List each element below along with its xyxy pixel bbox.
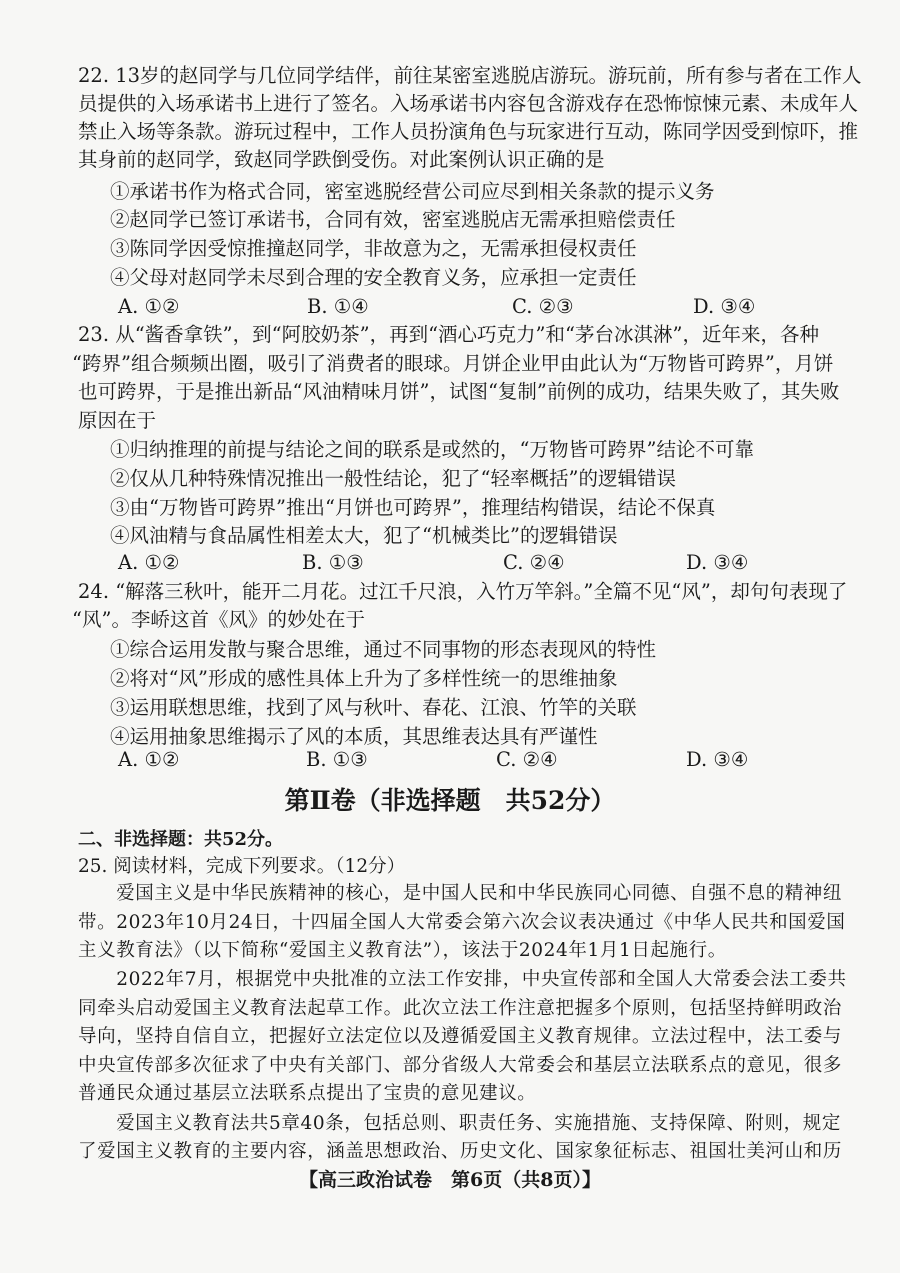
statement-item: ③运用联想思维，找到了风与秋叶、春花、江浪、竹竿的关联	[110, 696, 637, 719]
choice-d[interactable]: D. ③④	[686, 748, 749, 771]
material-line: 了爱国主义教育的主要内容，涵盖思想政治、历史文化、国家象征标志、祖国壮美河山和历	[78, 1141, 843, 1162]
statement-item: ④父母对赵同学未尽到合理的安全教育义务，应承担一定责任	[110, 266, 637, 289]
statement-item: ①归纳推理的前提与结论之间的联系是或然的，“万物皆可跨界”结论不可靠	[110, 438, 754, 461]
question-stem-line: 23. 从“酱香拿铁”，到“阿胶奶茶”，再到“酒心巧克力”和“茅台冰淇淋”，近年来，各种	[78, 323, 819, 346]
question-stem-line: 其身前的赵同学，致赵同学跌倒受伤。对此案例认识正确的是	[78, 148, 605, 171]
choice-a[interactable]: A. ①②	[118, 295, 180, 318]
statement-item: ④运用抽象思维揭示了风的本质，其思维表达具有严谨性	[110, 725, 598, 748]
choice-b[interactable]: B. ①④	[307, 295, 369, 318]
material-line: 同牵头启动爱国主义教育法起草工作。此次立法工作注意把握多个原则，包括坚持鲜明政治	[78, 998, 843, 1019]
choice-a[interactable]: A. ①②	[118, 551, 180, 574]
statement-item: ②仅从几种特殊情况推出一般性结论，犯了“轻率概括”的逻辑错误	[110, 467, 676, 490]
question-stem-line: 也可跨界，于是推出新品“风油精味月饼”，试图“复制”前例的成功，结果失败了，其失败	[78, 380, 840, 403]
statement-item: ①综合运用发散与聚合思维，通过不同事物的形态表现风的特性	[110, 638, 657, 661]
material-line: 爱国主义是中华民族精神的核心，是中国人民和中华民族同心同德、自强不息的精神纽	[78, 883, 843, 904]
material-line: 导向，坚持自信自立，把握好立法定位以及遵循爱国主义教育规律。立法过程中，法工委与	[78, 1026, 843, 1047]
page-footer: 【高三政治试卷 第6页（共8页）】	[299, 1169, 601, 1191]
choice-c[interactable]: C. ②④	[496, 748, 558, 771]
question-stem-line: “跨界”组合频频出圈，吸引了消费者的眼球。月饼企业甲由此认为“万物皆可跨界”，月饼	[72, 352, 834, 375]
choice-d[interactable]: D. ③④	[686, 551, 749, 574]
choice-c[interactable]: C. ②③	[512, 295, 574, 318]
choice-c[interactable]: C. ②④	[503, 551, 565, 574]
question-stem-line: 禁止入场等条款。游玩过程中，工作人员扮演角色与玩家进行互动，陈同学因受到惊吓，推	[78, 120, 859, 143]
material-line: 中央宣传部多次征求了中央有关部门、部分省级人大常委会和基层立法联系点的意见，很多	[78, 1055, 843, 1076]
statement-item: ③陈同学因受惊推撞赵同学，非故意为之，无需承担侵权责任	[110, 237, 637, 260]
question-stem-line: 22. 13岁的赵同学与几位同学结伴，前往某密室逃脱店游玩。游玩前，所有参与者在工作人	[78, 64, 862, 87]
part-heading: 二、非选择题：共52分。	[78, 829, 284, 850]
question-25-heading: 25. 阅读材料，完成下列要求。（12分）	[78, 856, 406, 877]
statement-item: ②将对“风”形成的感性具体上升为了多样性统一的思维抽象	[110, 667, 618, 690]
question-stem-line: 原因在于	[78, 409, 157, 432]
question-stem-line: 24. “解落三秋叶，能开二月花。过江千尺浪，入竹万竿斜。”全篇不见“风”，却句句表现了	[78, 580, 848, 603]
statement-item: ④风油精与食品属性相差太大，犯了“机械类比”的逻辑错误	[110, 524, 618, 547]
material-line: 爱国主义教育法共5章40条，包括总则、职责任务、实施措施、支持保障、附则，规定	[78, 1113, 841, 1134]
section-title: 第Ⅱ卷（非选择题 共52分）	[284, 786, 616, 815]
statement-item: ③由“万物皆可跨界”推出“月饼也可跨界”，推理结构错误，结论不保真	[110, 496, 716, 519]
question-stem-line: 员提供的入场承诺书上进行了签名。入场承诺书内容包含游戏存在恐怖惊悚元素、未成年人	[78, 92, 859, 115]
statement-item: ②赵同学已签订承诺书，合同有效，密室逃脱店无需承担赔偿责任	[110, 208, 676, 231]
material-line: 主义教育法》（以下简称“爱国主义教育法”），该法于2024年1月1日起施行。	[78, 940, 727, 961]
choice-b[interactable]: B. ①③	[302, 551, 364, 574]
statement-item: ①承诺书作为格式合同，密室逃脱经营公司应尽到相关条款的提示义务	[110, 180, 715, 203]
choice-b[interactable]: B. ①③	[306, 748, 368, 771]
choice-a[interactable]: A. ①②	[118, 748, 180, 771]
material-line: 普通民众通过基层立法联系点提出了宝贵的意见建议。	[78, 1083, 537, 1104]
material-line: 带。2023年10月24日，十四届全国人大常委会第六次会议表决通过《中华人民共和国爱国	[78, 912, 846, 933]
choice-d[interactable]: D. ③④	[693, 295, 756, 318]
material-line: 2022年7月，根据党中央批准的立法工作安排，中央宣传部和全国人大常委会法工委共	[78, 969, 847, 990]
question-stem-line: “风”。李峤这首《风》的妙处在于	[72, 608, 365, 631]
